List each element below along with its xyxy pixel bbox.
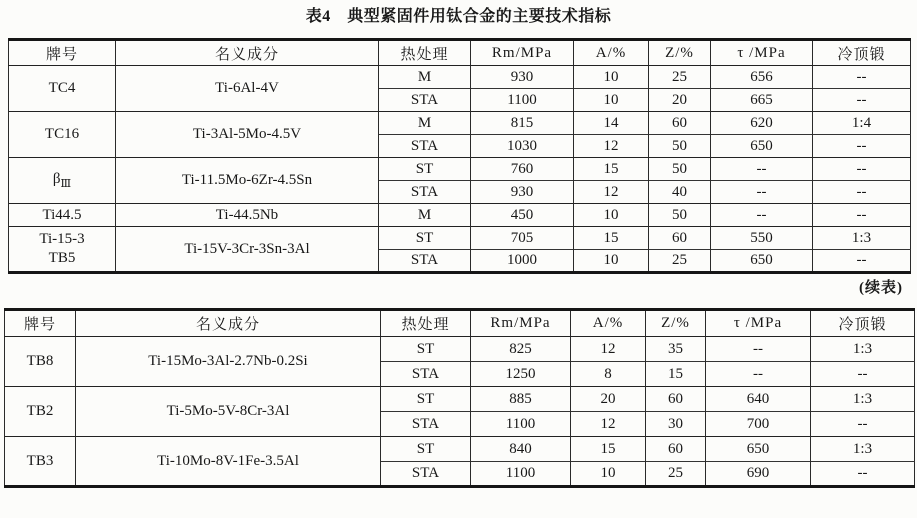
cell-tau: -- [706, 337, 811, 362]
cell-heat-treatment: M [379, 66, 471, 89]
cell-a: 20 [571, 387, 646, 412]
cell-a: 12 [574, 135, 649, 158]
cell-grade: TC16 [9, 112, 116, 158]
cell-rm: 1100 [471, 412, 571, 437]
cell-z: 30 [646, 412, 706, 437]
header-row [5, 310, 915, 337]
cell-heat-treatment: M [379, 112, 471, 135]
col-header-composition: 名义成分 [76, 310, 381, 337]
cell-cold-heading: 1:3 [811, 387, 915, 412]
cell-grade [9, 158, 116, 204]
col-header-heat-treatment: 热处理 [379, 40, 471, 66]
cell-a: 10 [574, 66, 649, 89]
cell-a: 10 [574, 250, 649, 273]
cell-rm: 760 [471, 158, 574, 181]
cell-grade: Ti44.5 [9, 204, 116, 227]
table-row [9, 227, 911, 250]
cell-rm: 1100 [471, 89, 574, 112]
cell-tau: 550 [711, 227, 813, 250]
cell-rm: 825 [471, 337, 571, 362]
cell-rm: 930 [471, 66, 574, 89]
col-header-z: Z/% [649, 40, 711, 66]
cell-rm: 840 [471, 437, 571, 462]
cell-heat-treatment: STA [379, 250, 471, 273]
cell-z: 40 [649, 181, 711, 204]
table-row [9, 158, 911, 181]
cell-z: 60 [649, 227, 711, 250]
cell-heat-treatment: M [379, 204, 471, 227]
cell-heat-treatment: STA [379, 135, 471, 158]
table-row [9, 112, 911, 135]
cell-a: 15 [571, 437, 646, 462]
cell-a: 8 [571, 362, 646, 387]
cell-z: 50 [649, 158, 711, 181]
cell-rm: 1250 [471, 362, 571, 387]
cell-composition: Ti-6Al-4V [116, 66, 379, 112]
cell-rm: 885 [471, 387, 571, 412]
table-row [9, 204, 911, 227]
header-row [9, 40, 911, 66]
cell-rm: 1100 [471, 462, 571, 487]
grade-line-1: Ti-15-3 [39, 231, 85, 248]
col-header-cold-heading: 冷顶锻 [811, 310, 915, 337]
col-header-tau: τ /MPa [706, 310, 811, 337]
cell-cold-heading: -- [813, 158, 911, 181]
cell-cold-heading: -- [811, 412, 915, 437]
cell-rm: 1030 [471, 135, 574, 158]
cell-cold-heading: -- [813, 250, 911, 273]
cell-a: 10 [571, 462, 646, 487]
grade-beta-symbol: β [52, 171, 61, 187]
cell-cold-heading: -- [813, 89, 911, 112]
table-row [5, 337, 915, 362]
cell-heat-treatment: STA [381, 362, 471, 387]
cell-tau: -- [711, 204, 813, 227]
cell-tau: 640 [706, 387, 811, 412]
cell-cold-heading: 1:3 [811, 337, 915, 362]
cell-heat-treatment: STA [379, 181, 471, 204]
cell-rm: 705 [471, 227, 574, 250]
cell-grade: TB3 [5, 437, 76, 487]
col-header-heat-treatment: 热处理 [381, 310, 471, 337]
cell-z: 60 [646, 387, 706, 412]
cell-tau: 650 [706, 437, 811, 462]
cell-tau: -- [711, 181, 813, 204]
col-header-tau: τ /MPa [711, 40, 813, 66]
cell-rm: 815 [471, 112, 574, 135]
cell-composition: Ti-5Mo-5V-8Cr-3Al [76, 387, 381, 437]
cell-a: 14 [574, 112, 649, 135]
col-header-rm: Rm/MPa [471, 40, 574, 66]
cell-composition: Ti-11.5Mo-6Zr-4.5Sn [116, 158, 379, 204]
cell-z: 50 [649, 204, 711, 227]
cell-cold-heading: -- [811, 462, 915, 487]
cell-tau: 690 [706, 462, 811, 487]
page-title: 表4 典型紧固件用钛合金的主要技术指标 [305, 8, 612, 25]
cell-a: 10 [574, 89, 649, 112]
grade-line-2: TB5 [48, 250, 76, 266]
cell-z: 25 [649, 66, 711, 89]
cell-a: 10 [574, 204, 649, 227]
cell-z: 50 [649, 135, 711, 158]
col-header-grade: 牌号 [5, 310, 76, 337]
cell-z: 35 [646, 337, 706, 362]
cell-heat-treatment: STA [381, 412, 471, 437]
cell-tau: 665 [711, 89, 813, 112]
cell-z: 25 [646, 462, 706, 487]
cell-z: 60 [646, 437, 706, 462]
table-row [9, 66, 911, 89]
cell-cold-heading: -- [813, 204, 911, 227]
continued-table-label: (续表) [859, 280, 903, 296]
cell-cold-heading: 1:3 [811, 437, 915, 462]
cell-a: 12 [574, 181, 649, 204]
cell-heat-treatment: ST [381, 337, 471, 362]
cell-z: 15 [646, 362, 706, 387]
cell-tau: -- [706, 362, 811, 387]
cell-heat-treatment: ST [381, 387, 471, 412]
cell-z: 20 [649, 89, 711, 112]
cell-a: 15 [574, 227, 649, 250]
cell-tau: 650 [711, 250, 813, 273]
col-header-rm: Rm/MPa [471, 310, 571, 337]
cell-a: 12 [571, 412, 646, 437]
cell-tau: 700 [706, 412, 811, 437]
fastener-alloy-table-main [8, 38, 911, 274]
cell-rm: 1000 [471, 250, 574, 273]
cell-cold-heading: 1:3 [813, 227, 911, 250]
cell-composition: Ti-44.5Nb [116, 204, 379, 227]
cell-tau: 620 [711, 112, 813, 135]
cell-composition: Ti-15V-3Cr-3Sn-3Al [116, 227, 379, 273]
cell-a: 12 [571, 337, 646, 362]
cell-z: 60 [649, 112, 711, 135]
cell-cold-heading: -- [813, 181, 911, 204]
cell-cold-heading: -- [813, 66, 911, 89]
col-header-grade: 牌号 [9, 40, 116, 66]
cell-z: 25 [649, 250, 711, 273]
cell-rm: 930 [471, 181, 574, 204]
cell-heat-treatment: ST [379, 158, 471, 181]
grade-beta-subscript: Ⅲ [60, 178, 72, 190]
col-header-z: Z/% [646, 310, 706, 337]
cell-grade: TC4 [9, 66, 116, 112]
col-header-a: A/% [574, 40, 649, 66]
cell-heat-treatment: ST [379, 227, 471, 250]
cell-composition: Ti-10Mo-8V-1Fe-3.5Al [76, 437, 381, 487]
cell-cold-heading: 1:4 [813, 112, 911, 135]
table-row [5, 437, 915, 462]
col-header-a: A/% [571, 310, 646, 337]
cell-grade: TB8 [5, 337, 76, 387]
cell-tau: 650 [711, 135, 813, 158]
cell-heat-treatment: ST [381, 437, 471, 462]
col-header-composition: 名义成分 [116, 40, 379, 66]
table-row [5, 387, 915, 412]
cell-tau: 656 [711, 66, 813, 89]
cell-grade [9, 227, 116, 273]
cell-grade: TB2 [5, 387, 76, 437]
cell-tau: -- [711, 158, 813, 181]
cell-a: 15 [574, 158, 649, 181]
cell-cold-heading: -- [813, 135, 911, 158]
cell-cold-heading: -- [811, 362, 915, 387]
col-header-cold-heading: 冷顶锻 [813, 40, 911, 66]
cell-heat-treatment: STA [379, 89, 471, 112]
fastener-alloy-table-continued [4, 308, 915, 488]
cell-rm: 450 [471, 204, 574, 227]
cell-composition: Ti-15Mo-3Al-2.7Nb-0.2Si [76, 337, 381, 387]
cell-composition: Ti-3Al-5Mo-4.5V [116, 112, 379, 158]
cell-heat-treatment: STA [381, 462, 471, 487]
